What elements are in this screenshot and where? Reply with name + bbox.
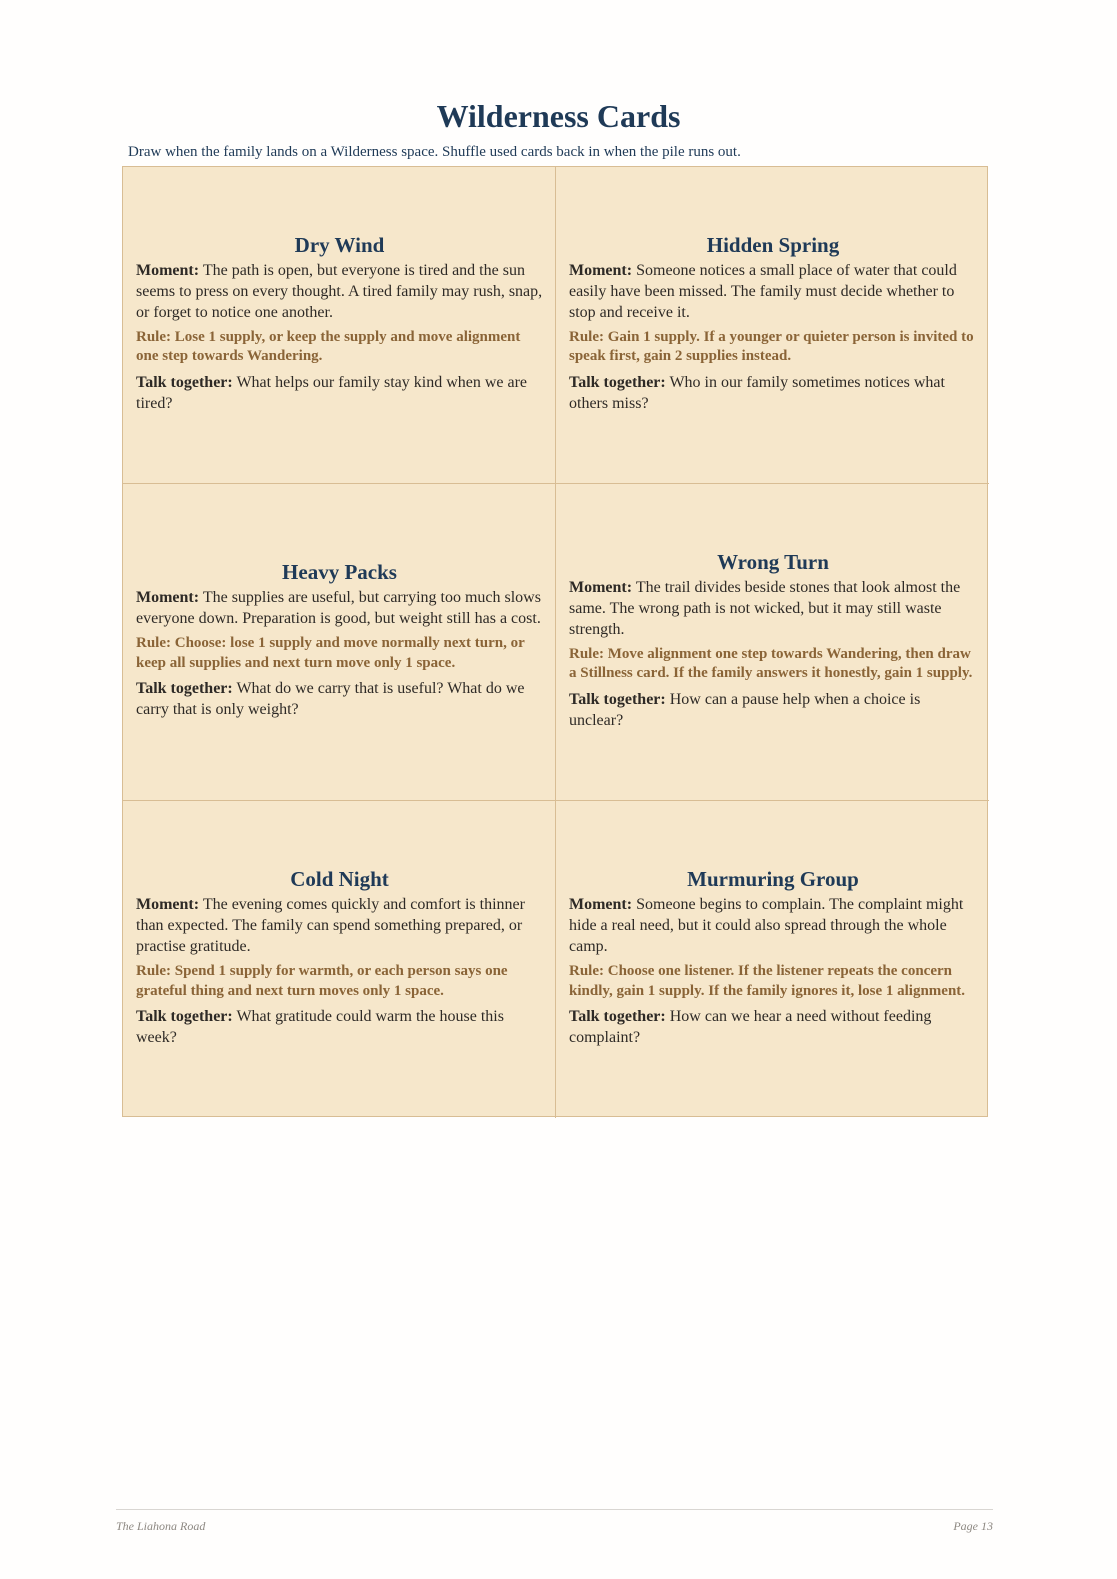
card-talk [136,372,543,414]
card-talk [569,689,977,731]
talk-text: What do we carry that is useful? What do we carry that is only weight? [136,680,525,718]
card-dry-wind [123,167,556,484]
card-title: Dry Wind [294,232,385,257]
moment-label: Moment: [136,589,200,606]
card-talk [569,372,977,414]
talk-text: What gratitude could warm the house this week? [136,1008,504,1046]
card-rule: Rule: Gain 1 supply. If a younger or quieter person is invited to speak first, gain 2 supplies instead. [569,328,974,364]
card-rule: Rule: Move alignment one step towards Wandering, then draw a Stillness card. If the family answers it honestly, gain 1 supply. [569,645,973,681]
moment-label: Moment: [136,261,200,279]
card-title: Heavy Packs [282,560,397,584]
moment-label: Moment: [569,578,633,596]
card-moment [136,894,543,957]
talk-label: Talk together: [569,373,666,391]
talk-label: Talk together: [569,690,666,708]
card-rule: Rule: Choose: lose 1 supply and move normally next turn, or keep all supplies and next turn move only 1 space. [136,635,525,671]
card-talk [136,678,543,720]
card-moment [569,260,977,323]
talk-label: Talk together: [136,1008,233,1025]
card-title: Wrong Turn [717,549,829,574]
card-title: Cold Night [290,867,389,891]
talk-label: Talk together: [569,1008,666,1025]
talk-label: Talk together: [136,373,233,391]
card-wrong-turn [556,484,989,801]
card-talk [136,1006,543,1048]
moment-text: The trail divides beside stones that look almost the same. The wrong path is not wicked, but it may still waste strength. [569,578,961,638]
card-rule: Rule: Choose one listener. If the listener repeats the concern kindly, gain 1 supply. If the family ignores it, lose 1 alignment. [569,963,966,999]
card-title: Hidden Spring [706,232,840,257]
moment-label: Moment: [569,261,633,279]
card-moment [569,577,977,640]
card-cold-night [123,801,556,1118]
moment-text: The supplies are useful, but carrying too much slows everyone down. Preparation is good, but weight still has a cost. [136,589,541,627]
talk-text: What helps our family stay kind when we are tired? [136,373,528,412]
talk-text: How can we hear a need without feeding complaint? [569,1008,932,1046]
page-title: Wilderness Cards [436,98,681,134]
moment-label: Moment: [569,896,633,913]
card-hidden-spring [556,167,989,484]
moment-label: Moment: [136,896,200,913]
talk-text: Who in our family sometimes notices what others miss? [569,373,945,412]
moment-text: The path is open, but everyone is tired and the sun seems to press on every thought. A tired family may rush, snap, or forget to notice one another. [136,261,543,321]
card-talk [569,1006,977,1048]
talk-label: Talk together: [136,680,233,697]
card-title: Murmuring Group [687,867,859,891]
moment-text: The evening comes quickly and comfort is thinner than expected. The family can spend something prepared, or practise gratitude. [136,896,525,955]
footer-page-number: Page 13 [953,1519,993,1533]
card-moment [136,587,543,629]
talk-text: How can a pause help when a choice is unclear? [569,690,921,729]
card-heavy-packs [123,484,556,801]
page-subtitle: Draw when the family lands on a Wilderness space. Shuffle used cards back in when the pile runs out. [128,144,741,160]
card-grid [122,166,988,1117]
card-moment [136,260,543,323]
moment-text: Someone begins to complain. The complaint might hide a real need, but it could also spread through the whole camp. [569,896,964,955]
card-rule: Rule: Lose 1 supply, or keep the supply and move alignment one step towards Wandering. [136,328,521,364]
footer-book-title: The Liahona Road [116,1519,206,1533]
moment-text: Someone notices a small place of water that could easily have been missed. The family must decide whether to stop and receive it. [569,261,957,321]
card-moment [569,894,977,957]
card-murmuring-group [556,801,989,1118]
footer-divider [116,1509,993,1510]
card-rule: Rule: Spend 1 supply for warmth, or each person says one grateful thing and next turn moves only 1 space. [136,963,508,999]
